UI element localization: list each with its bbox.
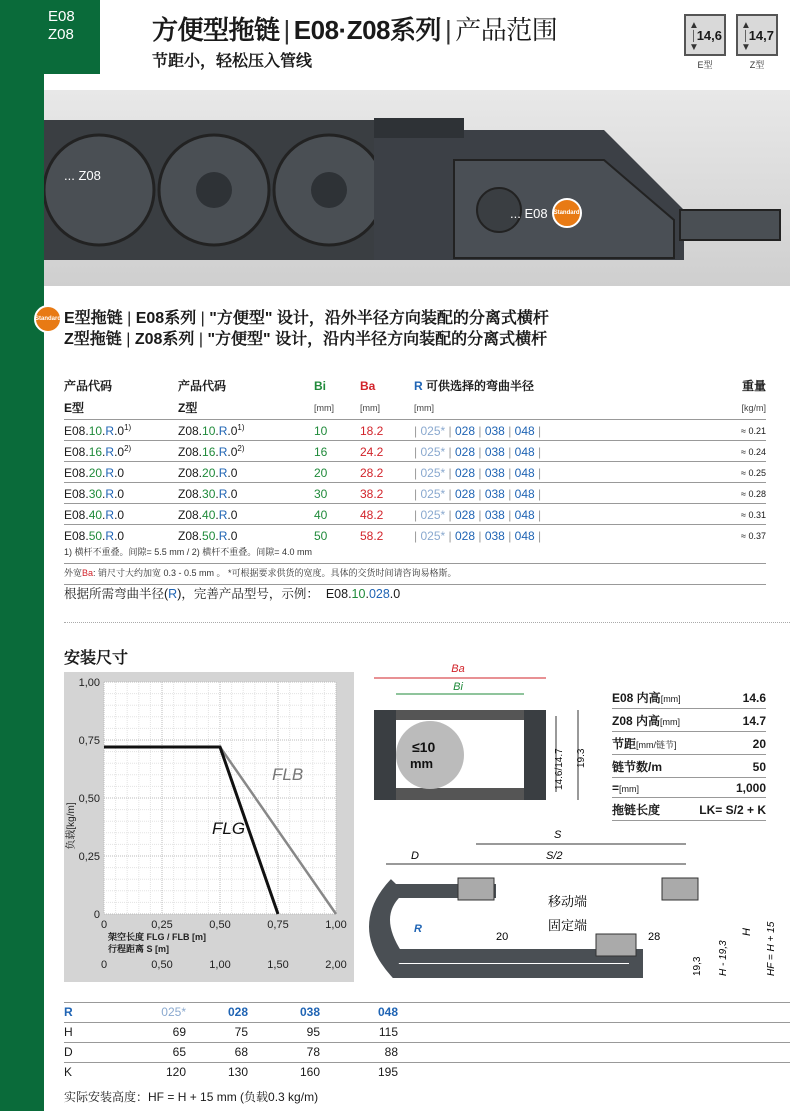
flg-label: FLG [212, 819, 246, 838]
d-label: D [411, 850, 419, 862]
y-tick-label: 0 [93, 909, 100, 921]
cross-section-diagram [366, 660, 606, 840]
spec-row: E08 内高[mm] 14.6 [612, 686, 766, 709]
footnote-1: 1) 横杆不重叠。间隙= 5.5 mm / 2) 横杆不重叠。间隙= 4.0 mm [64, 545, 766, 564]
end-length-label: 28 [648, 931, 661, 943]
product-photo [44, 90, 790, 286]
product-table: 产品代码 产品代码 Bi Ba R 可供选择的弯曲半径 重量 E型 Z型 [mm] [mm] [mm] [kg/m] E08.10.R.0$^{1)}$ Z08.10.R.0$^{1)}$ 10 18.2 | 025* | 028 | 038 | 048 | ≈ 0.21 E08.16.R.0$^{2)}$ Z08.16.R.0$^{2)}$ 16 24.2 | 025* | 028 | 038 | 048 | ≈ 0.24 E08.20.R.0 Z08.20.R.0 20 28.2 | 025* | 028 | 038 | 048 | ≈ 0.25 E08.30.R.0 Z08.30.R.0 30 38.2 | 025* | 028 | 038 | 048 | ≈ 0.28 E08.40.R.0 Z08.40.R.0 40 48.2 | 025* | 028 | 038 | 048 | ≈ 0.31 E08.50.R.0 Z08.50.R.0 50 58.2 | 025* | 028 | 038 | 048 | ≈ 0.37 [64, 378, 766, 543]
table-row: E08.10.R.0$^{1)}$ Z08.10.R.0$^{1)}$ 10 18.2 | 025* | 028 | 038 | 048 | ≈ 0.21 [64, 420, 766, 441]
spec-row: =[mm] 1,000 [612, 778, 766, 798]
divider [64, 622, 790, 623]
flb-label: FLB [272, 765, 304, 784]
pitch-label: 20 [496, 931, 509, 943]
page-subtitle: 节距小，轻松压入管线 [152, 53, 313, 70]
order-example: 根据所需弯曲半径(R)，完善产品型号，示例： E08.10.028.0 [64, 587, 401, 601]
table-row: E08.40.R.0 Z08.40.R.0 40 48.2 | 025* | 028 | 038 | 048 | ≈ 0.31 [64, 504, 766, 525]
install-section-title: 安装尺寸 [64, 650, 129, 667]
load-chart [64, 672, 354, 982]
chart-ylabel: 负载[kg/m] [66, 802, 77, 850]
table-row: R 025* 028 038 048 [64, 1003, 790, 1023]
table-row: D 65 68 78 88 [64, 1043, 790, 1063]
table-row: E08.20.R.0 Z08.20.R.0 20 28.2 | 025* | 028 | 038 | 048 | ≈ 0.25 [64, 462, 766, 483]
series-tag: E08 Z08 [0, 0, 100, 74]
install-height-note: 实际安装高度：HF = H + 15 mm (负载0.3 kg/m) [64, 1090, 319, 1104]
y-tick-label: 0,75 [78, 735, 100, 747]
table-row: E08.16.R.0$^{2)}$ Z08.16.R.0$^{2)}$ 16 24.2 | 025* | 028 | 038 | 048 | ≈ 0.24 [64, 441, 766, 462]
x1-tick-label: 0,25 [151, 919, 173, 931]
side-view-diagram [366, 826, 790, 994]
fixed-end-label: 固定端 [548, 918, 588, 933]
standard-badge-icon: Standard [34, 305, 62, 333]
x2-tick-label: 1,50 [267, 959, 289, 971]
dimensions-table [64, 1002, 790, 1082]
svg-text:HF = H + 15: HF = H + 15 [766, 921, 777, 976]
x1-tick-label: 1,00 [325, 919, 347, 931]
y-tick-label: 0,50 [78, 793, 100, 805]
spec-row: 链节数/m 50 [612, 755, 766, 778]
s-label: S [554, 829, 562, 841]
svg-text:H - 19,3: H - 19,3 [718, 940, 729, 976]
y-tick-label: 1,00 [78, 677, 100, 689]
svg-text:H: H [741, 928, 753, 936]
z-type-icon: ▲ │ ▼ 14,7 Z型 [736, 14, 778, 71]
spec-table [612, 686, 766, 821]
x2-tick-label: 2,00 [325, 959, 347, 971]
table-row: H 69 75 95 115 [64, 1023, 790, 1043]
e08-photo-label: ... E08 Standard [510, 198, 582, 228]
outer-height-label: 19.3 [576, 748, 587, 768]
table-row: E08.50.R.0 Z08.50.R.0 50 58.2 | 025* | 028 | 038 | 048 | ≈ 0.37 [64, 525, 766, 546]
table-row: E08.30.R.0 Z08.30.R.0 30 38.2 | 025* | 028 | 038 | 048 | ≈ 0.28 [64, 483, 766, 504]
table-row: K 120 130 160 195 [64, 1063, 790, 1083]
x1-tick-label: 0,75 [267, 919, 289, 931]
x1-tick-label: 0 [100, 919, 108, 931]
chain-illustration [44, 90, 790, 286]
x1-tick-label: 0,50 [209, 919, 231, 931]
standard-badge-icon: Standard [552, 198, 582, 228]
s2-label: S/2 [546, 850, 563, 862]
svg-text:mm: mm [410, 756, 434, 771]
e-type-icon: ▲ │ ▼ 14,6 E型 [684, 14, 726, 71]
chart-xlabel-2: 行程距离 S [m] [108, 944, 170, 954]
x2-tick-label: 0 [100, 959, 108, 971]
r-label: R [414, 923, 422, 935]
green-side-bar [0, 0, 44, 1111]
spec-row: 拖链长度 LK= S/2 + K [612, 798, 766, 821]
type-icons [684, 14, 778, 71]
inner-height-label: 14.6/14.7 [554, 748, 565, 790]
x2-tick-label: 1,00 [209, 959, 231, 971]
ba-label: Ba [451, 663, 465, 675]
spec-row: Z08 内高[mm] 14.7 [612, 709, 766, 732]
chart-xlabel-1: 架空长度 FLG / FLB [m] [108, 932, 206, 942]
spec-row: 节距[mm/链节] 20 [612, 732, 766, 755]
svg-text:19,3: 19,3 [692, 956, 703, 976]
page-title: 方便型拖链 | E08·Z08系列 | 产品范围 [152, 15, 558, 45]
footnote-2: 外宽Ba: 销尺寸大约加宽 0.3 - 0.5 mm 。 *可根据要求供货的宽度。具体的交货时间请咨询易格斯。 [64, 566, 766, 585]
y-tick-label: 0,25 [78, 851, 100, 863]
x2-tick-label: 0,50 [151, 959, 173, 971]
product-series-heading: E型拖链 | E08系列 | "方便型" 设计，沿外半径方向装配的分离式横杆 Z型拖链 | Z08系列 | "方便型" 设计，沿内半径方向装配的分离式横杆 [64, 310, 549, 348]
z08-photo-label: ... Z08 [64, 168, 101, 183]
moving-end-label: 移动端 [548, 894, 588, 909]
bi-label: Bi [453, 681, 463, 693]
radius-limit: ≤10 [412, 739, 436, 755]
